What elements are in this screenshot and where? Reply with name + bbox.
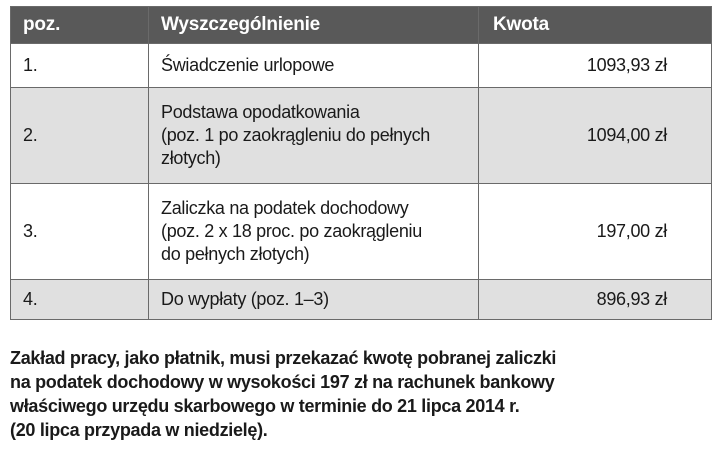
row-position: 1. [11,44,149,88]
row-amount: 1093,93 zł [479,44,712,88]
footnote-line: na podatek dochodowy w wysokości 197 zł na rachunek bankowy [10,372,555,392]
header-amount: Kwota [479,7,712,44]
row-description-line: złotych) [161,148,221,168]
row-description-line: Podstawa opodatkowania [161,102,360,122]
row-description [149,88,479,184]
row-description-line: (poz. 2 x 18 proc. po zaokrągleniu [161,221,422,241]
row-amount: 1094,00 zł [479,88,712,184]
row-amount: 197,00 zł [479,184,712,280]
footnote-line: (20 lipca przypada w niedzielę). [10,420,268,440]
footnote-line: właściwego urzędu skarbowego w terminie do 21 lipca 2014 r. [10,396,520,416]
table-row [11,88,712,184]
footnote-line: Zakład pracy, jako płatnik, musi przekazać kwotę pobranej zaliczki [10,348,557,368]
row-amount: 896,93 zł [479,280,712,320]
calculation-table [10,6,712,320]
row-position: 3. [11,184,149,280]
row-description [149,280,479,320]
table-row [11,44,712,88]
table-row [11,280,712,320]
header-poz: poz. [11,7,149,44]
row-description-line: (poz. 1 po zaokrągleniu do pełnych [161,125,430,145]
row-position: 4. [11,280,149,320]
row-description [149,184,479,280]
row-description-line: do pełnych złotych) [161,244,310,264]
table-row [11,184,712,280]
footnote [10,346,710,442]
table-header-row [11,7,712,44]
row-description [149,44,479,88]
row-description-line: Do wypłaty (poz. 1–3) [161,289,329,309]
header-description: Wyszczególnienie [149,7,479,44]
row-description-line: Zaliczka na podatek dochodowy [161,198,409,218]
row-position: 2. [11,88,149,184]
row-description-line: Świadczenie urlopowe [161,55,335,75]
